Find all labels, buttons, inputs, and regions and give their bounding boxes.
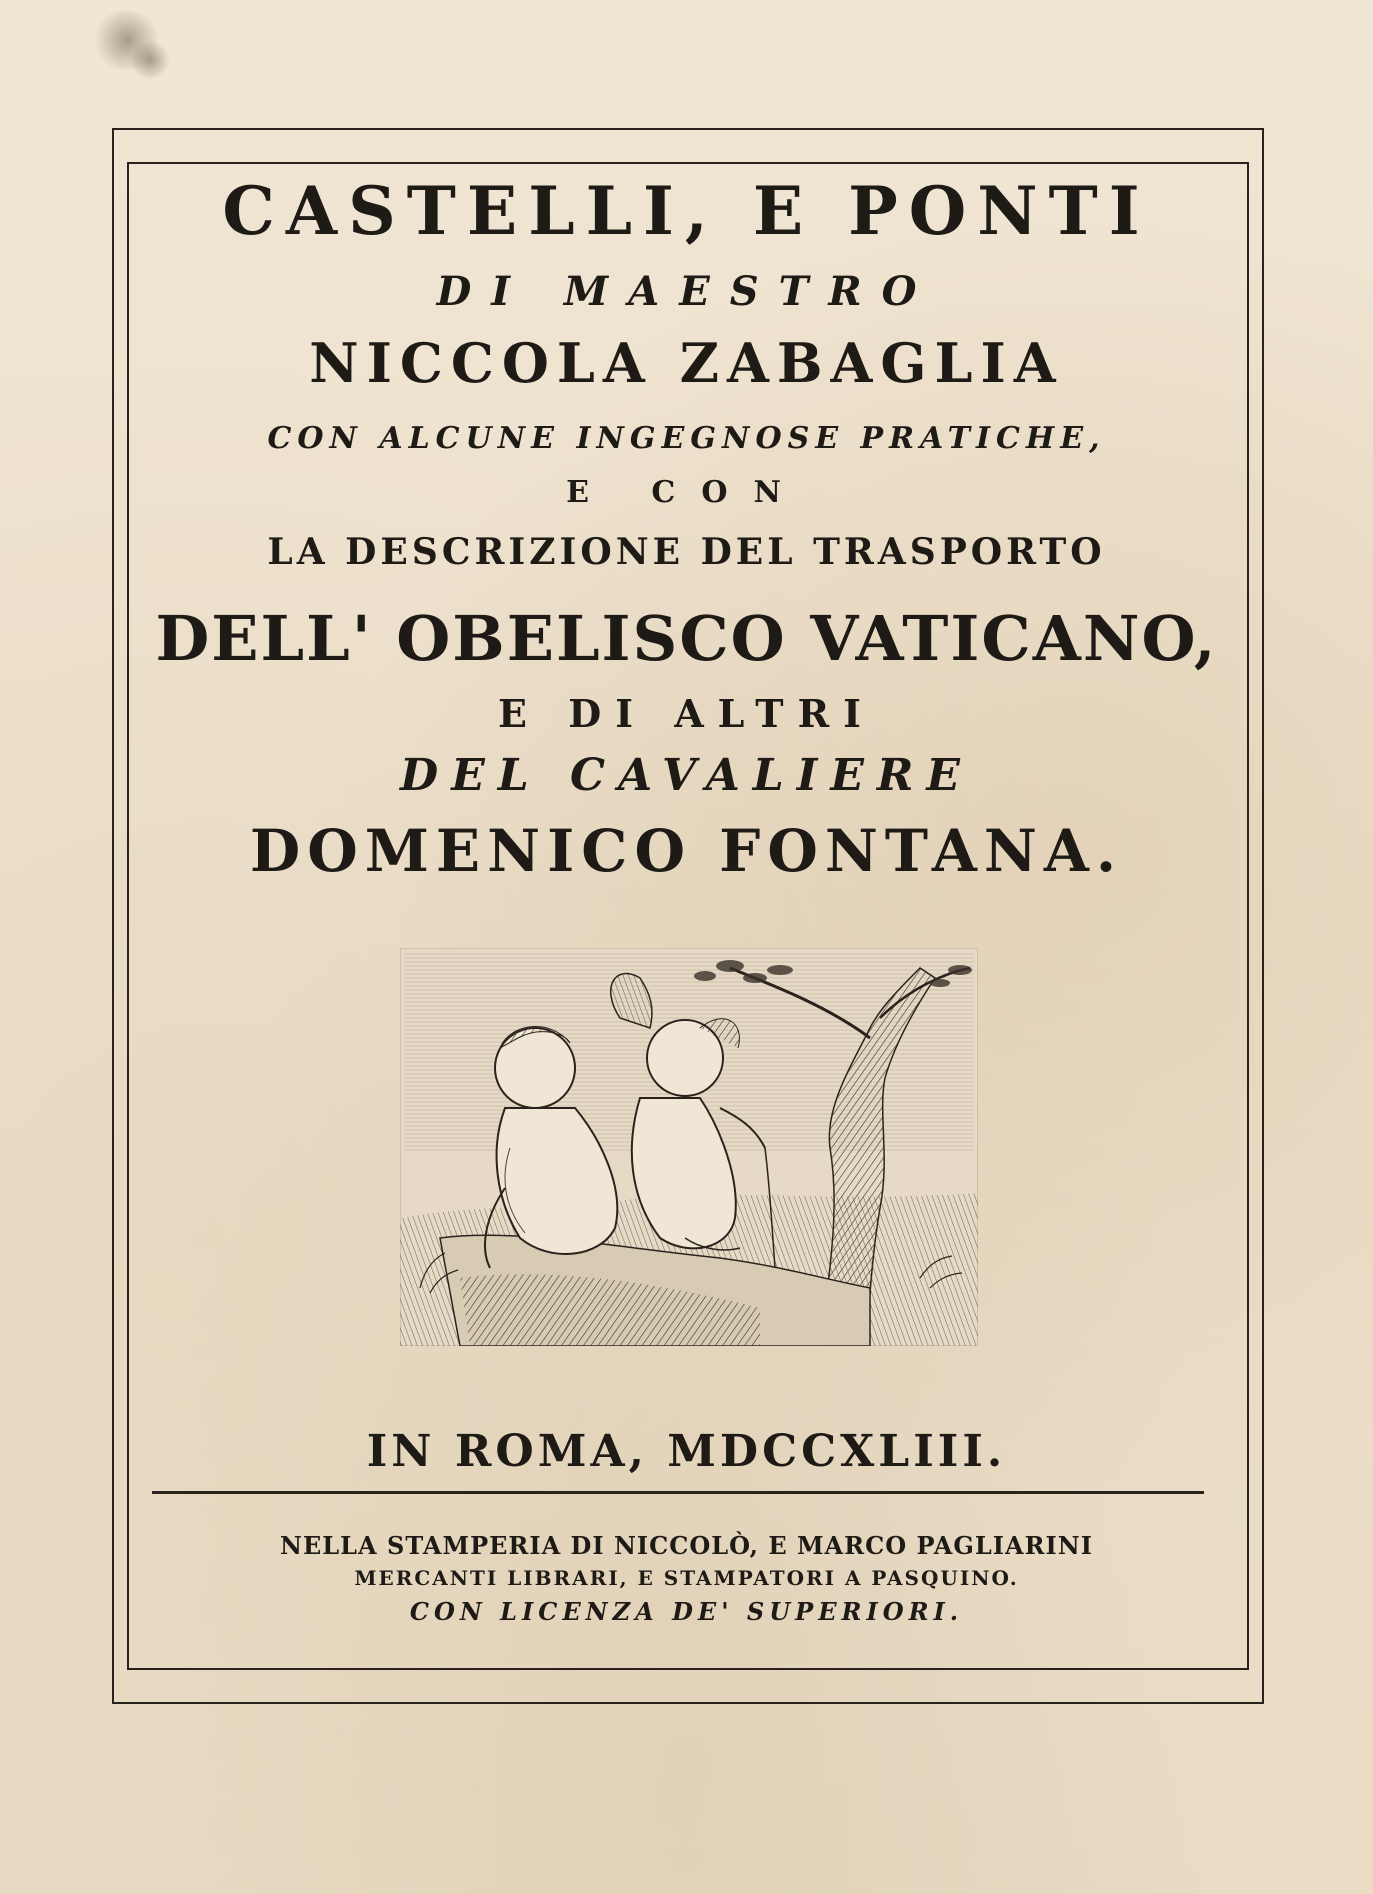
merchant-line: MERCANTI LIBRARI, E STAMPATORI A PASQUINO. [354, 1566, 1019, 1590]
cavaliere-line: DEL CAVALIERE [400, 750, 973, 801]
license-line: CON LICENZA DE' SUPERIORI. [409, 1597, 964, 1626]
e-con-line: E CON [566, 475, 807, 510]
subtitle-line: CON ALCUNE INGEGNOSE PRATICHE, [267, 421, 1106, 456]
book-title: CASTELLI, E PONTI [222, 172, 1151, 250]
printer-line: NELLA STAMPERIA DI NICCOLÒ, E MARCO PAGLIARINI [280, 1531, 1093, 1560]
author-name: NICCOLA ZABAGLIA [309, 331, 1064, 395]
obelisco-line: DELL' OBELISCO VATICANO, [155, 602, 1218, 675]
descrizione-line: LA DESCRIZIONE DEL TRASPORTO [267, 531, 1106, 573]
engraving-putti-icon [400, 948, 978, 1346]
ink-stain [130, 40, 170, 80]
di-maestro-line: DI MAESTRO [436, 268, 937, 315]
imprint-rule [152, 1491, 1204, 1494]
second-author-name: DOMENICO FONTANA. [249, 817, 1124, 885]
place-and-date: IN ROMA, MDCCXLIII. [366, 1426, 1007, 1477]
e-di-altri-line: E DI ALTRI [498, 691, 875, 736]
